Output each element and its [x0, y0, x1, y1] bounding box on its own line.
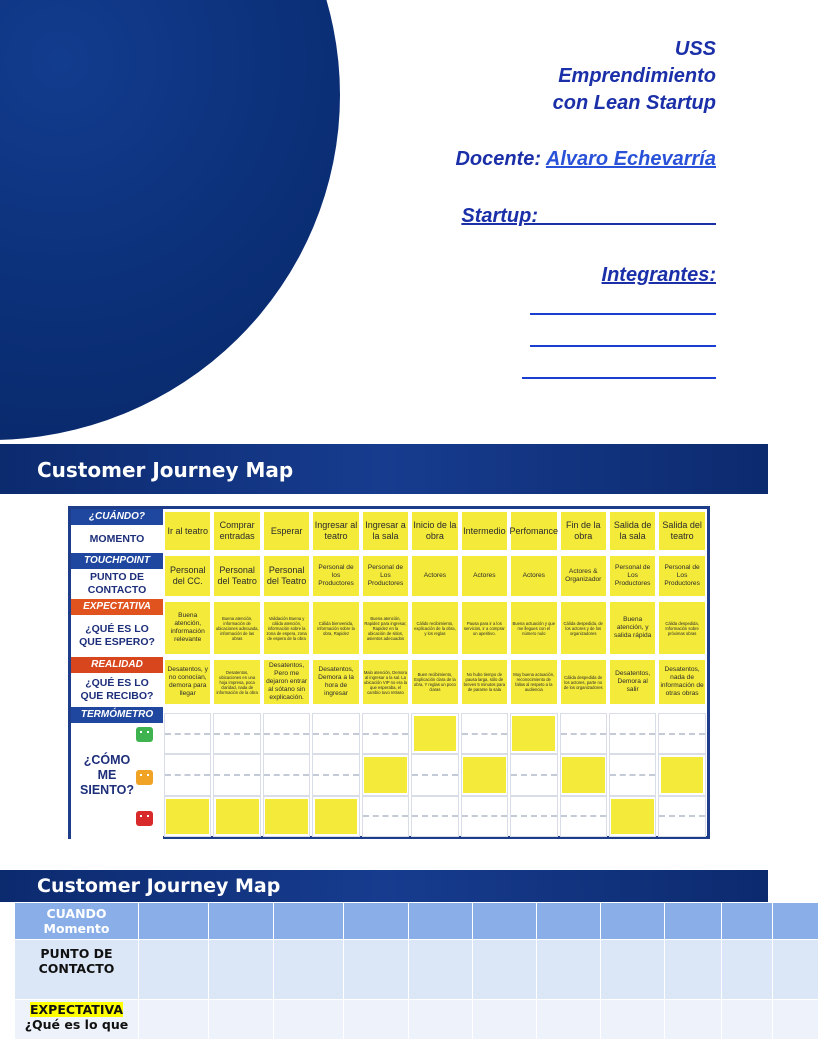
feeling-sticky-note: [414, 716, 457, 751]
thermometer-column: [361, 707, 410, 839]
dashed-guide-line: [561, 733, 606, 735]
sticky-note: Desatentos, nada de información de otras obras: [659, 660, 704, 704]
member-blank-line: [530, 313, 716, 315]
thermometer-cell: [560, 754, 607, 795]
table-cell[interactable]: [537, 940, 601, 1000]
sad-face-icon: [136, 811, 153, 826]
row-label-punto-contacto: PUNTO DE CONTACTO: [15, 940, 139, 1000]
board-cell: [657, 509, 706, 553]
slide-title: Customer Journey Map: [37, 458, 294, 482]
dashed-guide-line: [561, 815, 606, 817]
row-subtitle: MOMENTO: [89, 532, 145, 545]
board-cell: [311, 509, 360, 553]
slide-title: Customer Journey Map: [37, 875, 281, 897]
table-cell[interactable]: [139, 940, 209, 1000]
dashed-guide-line: [363, 815, 408, 817]
thermometer-cell: [362, 754, 409, 795]
thermometer-column: [460, 707, 509, 839]
sticky-note: Pausa para ir a los servicios, ir a comprar un aperitivo.: [462, 602, 507, 654]
row-label-cuando: CUANDO Momento: [15, 903, 139, 940]
dashed-guide-line: [165, 774, 210, 776]
course-line-2: Emprendimiento: [558, 65, 716, 87]
sticky-note: Validación Buena y cálida atención, información sobre la zona de espera, zona de espera de la obra: [264, 602, 309, 654]
dashed-guide-line: [264, 774, 309, 776]
smiley-face-icon: [136, 727, 153, 742]
row-tag: TERMÓMETRO: [71, 707, 163, 723]
sticky-note: Cálida bienvenida, información sobre la obra, Rapidez: [313, 602, 358, 654]
table-cell[interactable]: [274, 903, 344, 940]
board-cell: [311, 599, 360, 657]
dashed-guide-line: [610, 774, 655, 776]
table-cell[interactable]: [344, 940, 409, 1000]
table-cell[interactable]: [773, 940, 819, 1000]
thermometer-cell: [411, 796, 458, 837]
board-cell: [509, 509, 558, 553]
docente-label: Docente:: [455, 148, 542, 170]
sticky-note: No hubo tiempo de pausa larga, sólo de breves 5 minutos para de pararse la sala: [462, 660, 507, 704]
sticky-note: Comprar entradas: [214, 512, 259, 550]
table-cell[interactable]: [274, 1000, 344, 1040]
feeling-sticky-note: [216, 799, 259, 834]
sticky-note: Personal de Los Productores: [610, 556, 655, 596]
table-cell[interactable]: [209, 1000, 274, 1040]
thermometer-cell: [510, 796, 557, 837]
table-cell[interactable]: [722, 903, 773, 940]
thermometer-cell: [263, 796, 310, 837]
thermometer-cell: [609, 713, 656, 754]
dashed-guide-line: [659, 733, 704, 735]
feeling-sticky-note: [661, 757, 704, 792]
sticky-note: Personal de los Productores: [313, 556, 358, 596]
board-cell: [608, 599, 657, 657]
thermometer-column: [163, 707, 212, 839]
sticky-note: Fin de la obra: [561, 512, 606, 550]
row-label-expectativa: [15, 1000, 139, 1040]
table-cell[interactable]: [409, 1000, 473, 1040]
sticky-note: Buena atención, información de ubicaciones adecuada, información de las obras: [214, 602, 259, 654]
thermometer-cell: [263, 754, 310, 795]
thermometer-cell: [510, 754, 557, 795]
sticky-note: Malo atención, Demora al ingresar a la sal. La ubicación VIP no era la que esperaba, el cambio tuvo retraso: [363, 660, 408, 704]
table-cell[interactable]: [601, 903, 665, 940]
slide-title-banner: [0, 870, 768, 902]
thermometer-cell: [213, 754, 260, 795]
row-subtitle: PUNTO DE CONTACTO: [87, 571, 147, 596]
table-cell[interactable]: [537, 1000, 601, 1040]
board-cell: [212, 599, 261, 657]
sticky-note: Buena atención, Rapidez para ingresar, Rapidez en la ubicación de sitios, asientos adecuados: [363, 602, 408, 654]
thermometer-cell: [510, 713, 557, 754]
table-cell[interactable]: [473, 903, 537, 940]
table-cell[interactable]: [344, 1000, 409, 1040]
board-cell: [410, 599, 459, 657]
board-cell: [361, 509, 410, 553]
board-cell: [509, 553, 558, 599]
board-cell: [163, 509, 212, 553]
docente-line: [455, 146, 716, 173]
sticky-note: Buena atención, información relevante: [165, 602, 210, 654]
board-cell: [361, 657, 410, 707]
thermometer-cell: [461, 713, 508, 754]
sticky-note: Perfomance: [511, 512, 556, 550]
expectativa-sub: ¿Qué es lo que: [24, 1017, 129, 1032]
journey-template-slide: [0, 870, 768, 1032]
table-cell[interactable]: [209, 940, 274, 1000]
feeling-sticky-note: [166, 799, 209, 834]
table-row: [15, 903, 819, 940]
table-cell[interactable]: [139, 1000, 209, 1040]
table-cell[interactable]: [722, 940, 773, 1000]
feeling-sticky-note: [512, 716, 555, 751]
member-blank-line: [530, 345, 716, 347]
thermometer-cell: [609, 796, 656, 837]
slide-title-banner: [0, 444, 768, 494]
row-label-realidad: [71, 657, 163, 707]
sticky-note: Buen recibimiento, Explicación clara de la obra, Y reglas un poco claras: [412, 660, 457, 704]
thermometer-cell: [312, 713, 359, 754]
thermometer-column: [212, 707, 261, 839]
board-cell: [608, 657, 657, 707]
sticky-note: Personal del Teatro: [214, 556, 259, 596]
thermometer-cell: [609, 754, 656, 795]
table-row: [15, 940, 819, 1000]
board-cell: [212, 509, 261, 553]
feeling-sticky-note: [364, 757, 407, 792]
board-cell: [559, 509, 608, 553]
table-cell[interactable]: [537, 903, 601, 940]
board-cell: [460, 509, 509, 553]
thermometer-cell: [213, 796, 260, 837]
table-cell[interactable]: [139, 903, 209, 940]
sticky-note: Desatentos, y no conocían, demora para llegar: [165, 660, 210, 704]
sticky-note: Ir al teatro: [165, 512, 210, 550]
course-line-1: USS: [674, 38, 716, 60]
sticky-note: Cálida despedida, de los actores y de los organizadores: [561, 602, 606, 654]
thermometer-cell: [362, 713, 409, 754]
title-slide: [0, 0, 768, 432]
integrantes-label: Integrantes:: [601, 264, 716, 286]
course-title: [553, 36, 716, 117]
sticky-note: Desatentos, ubicaciones en una hoja impresa, poca claridad, nada de información de la obra: [214, 660, 259, 704]
table-cell[interactable]: [409, 903, 473, 940]
dashed-guide-line: [659, 815, 704, 817]
sticky-note: Actores & Organizador: [561, 556, 606, 596]
expectativa-highlight: EXPECTATIVA: [30, 1002, 123, 1017]
board-cell: [212, 553, 261, 599]
sticky-note: Actores: [412, 556, 457, 596]
board-cell: [311, 657, 360, 707]
sticky-note: Personal de Los Productores: [659, 556, 704, 596]
journey-grid: [71, 509, 707, 839]
dashed-guide-line: [165, 733, 210, 735]
board-cell: [262, 599, 311, 657]
thermometer-cell: [164, 754, 211, 795]
row-tag: REALIDAD: [71, 657, 163, 673]
board-cell: [212, 657, 261, 707]
board-cell: [657, 599, 706, 657]
board-cell: [608, 509, 657, 553]
thermometer-column: [311, 707, 360, 839]
board-cell: [460, 553, 509, 599]
thermometer-cell: [312, 754, 359, 795]
sticky-note: Personal de Los Productores: [363, 556, 408, 596]
sticky-note: Personal del CC.: [165, 556, 210, 596]
thermometer-cell: [263, 713, 310, 754]
blue-circle-decoration: [0, 0, 340, 440]
neutral-face-icon: [136, 770, 153, 785]
board-cell: [361, 599, 410, 657]
board-cell: [163, 599, 212, 657]
table-cell[interactable]: [722, 1000, 773, 1040]
thermometer-column: [657, 707, 706, 839]
sticky-note: Esperar: [264, 512, 309, 550]
board-cell: [509, 657, 558, 707]
board-cell: [361, 553, 410, 599]
feeling-sticky-note: [463, 757, 506, 792]
thermometer-cell: [411, 713, 458, 754]
board-cell: [410, 509, 459, 553]
startup-label: Startup:________________: [461, 205, 716, 227]
sticky-note: Inicio de la obra: [412, 512, 457, 550]
thermometer-column: [410, 707, 459, 839]
journey-map-board: [68, 506, 710, 839]
table-cell[interactable]: [773, 903, 819, 940]
row-label-expectativa: [71, 599, 163, 657]
row-tag: TOUCHPOINT: [71, 553, 163, 569]
table-cell[interactable]: [274, 940, 344, 1000]
sticky-note: Cálido recibimiento, explicación de la obra, y los reglas: [412, 602, 457, 654]
sticky-note: Desatentos, Demora al salir: [610, 660, 655, 704]
table-cell[interactable]: [344, 903, 409, 940]
board-cell: [262, 553, 311, 599]
dashed-guide-line: [214, 774, 259, 776]
thermometer-cell: [461, 754, 508, 795]
feeling-sticky-note: [562, 757, 605, 792]
board-cell: [410, 553, 459, 599]
sticky-note: Personal del Teatro: [264, 556, 309, 596]
row-label-termometro: [71, 707, 163, 839]
dashed-guide-line: [313, 774, 358, 776]
table-cell[interactable]: [665, 903, 722, 940]
thermometer-column: [559, 707, 608, 839]
board-cell: [460, 599, 509, 657]
table-cell[interactable]: [409, 940, 473, 1000]
sticky-note: Actores: [462, 556, 507, 596]
thermometer-cell: [658, 796, 705, 837]
board-cell: [509, 599, 558, 657]
row-label-cuando: [71, 509, 163, 553]
feeling-sticky-note: [315, 799, 358, 834]
thermometer-cell: [164, 713, 211, 754]
board-cell: [559, 553, 608, 599]
course-line-3: con Lean Startup: [552, 92, 716, 114]
thermometer-cell: [362, 796, 409, 837]
thermometer-column: [509, 707, 558, 839]
board-cell: [460, 657, 509, 707]
thermometer-cell: [213, 713, 260, 754]
dashed-guide-line: [214, 733, 259, 735]
feeling-sticky-note: [265, 799, 308, 834]
sticky-note: Ingresar a la sala: [363, 512, 408, 550]
dashed-guide-line: [462, 815, 507, 817]
thermometer-cell: [658, 754, 705, 795]
sticky-note: Muy buena actuación, reconocimiento de fallas al respeto a la audiencia: [511, 660, 556, 704]
sticky-note: Salida de la sala: [610, 512, 655, 550]
sticky-note: Desatentos, Pero me dejaron entrar al sótano sin explicación.: [264, 660, 309, 704]
dashed-guide-line: [610, 733, 655, 735]
thermometer-column: [262, 707, 311, 839]
journey-template-table: [14, 902, 819, 1040]
row-subtitle: ¿QUÉ ES LO QUE ESPERO?: [79, 623, 155, 648]
sticky-note: Cálida despedida, Información sobre próximas obras: [659, 602, 704, 654]
sticky-note: Buena atención, y salida rápida: [610, 602, 655, 654]
journey-map-slide: [0, 444, 768, 846]
dashed-guide-line: [511, 815, 556, 817]
dashed-guide-line: [511, 774, 556, 776]
sticky-note: Ingresar al teatro: [313, 512, 358, 550]
dashed-guide-line: [363, 733, 408, 735]
board-cell: [410, 657, 459, 707]
thermometer-cell: [164, 796, 211, 837]
sticky-note: Desatentos, Demora a la hora de ingresar: [313, 660, 358, 704]
como-me-siento-label: ¿CÓMO ME SIENTO?: [80, 753, 134, 797]
table-cell[interactable]: [601, 1000, 665, 1040]
docente-name-link[interactable]: Alvaro Echevarría: [545, 148, 716, 170]
row-label-touchpoint: [71, 553, 163, 599]
board-cell: [657, 553, 706, 599]
table-cell[interactable]: [665, 1000, 722, 1040]
table-cell[interactable]: [601, 940, 665, 1000]
member-blank-line: [522, 377, 716, 379]
table-cell[interactable]: [473, 940, 537, 1000]
thermometer-cell: [411, 754, 458, 795]
thermometer-cell: [560, 796, 607, 837]
dashed-guide-line: [462, 733, 507, 735]
board-cell: [608, 553, 657, 599]
thermometer-cell: [312, 796, 359, 837]
board-cell: [262, 657, 311, 707]
thermometer-cell: [461, 796, 508, 837]
table-row: [15, 1000, 819, 1040]
board-cell: [311, 553, 360, 599]
sticky-note: Buena actuación y que me llegues con el número nulo: [511, 602, 556, 654]
board-cell: [163, 657, 212, 707]
table-cell[interactable]: [773, 1000, 819, 1040]
board-cell: [163, 553, 212, 599]
table-cell[interactable]: [209, 903, 274, 940]
thermometer-cell: [658, 713, 705, 754]
sticky-note: Salida del teatro: [659, 512, 704, 550]
dashed-guide-line: [264, 733, 309, 735]
sticky-note: Intermedio: [462, 512, 507, 550]
row-tag: EXPECTATIVA: [71, 599, 163, 615]
board-cell: [559, 599, 608, 657]
dashed-guide-line: [412, 815, 457, 817]
board-cell: [559, 657, 608, 707]
feeling-sticky-note: [611, 799, 654, 834]
sticky-note: Actores: [511, 556, 556, 596]
row-tag: ¿CUÁNDO?: [71, 509, 163, 525]
thermometer-column: [608, 707, 657, 839]
board-cell: [657, 657, 706, 707]
table-cell[interactable]: [665, 940, 722, 1000]
sticky-note: Cálida despedida de los actores, parte no de los organizadores: [561, 660, 606, 704]
table-cell[interactable]: [473, 1000, 537, 1040]
thermometer-cell: [560, 713, 607, 754]
dashed-guide-line: [313, 733, 358, 735]
dashed-guide-line: [412, 774, 457, 776]
board-cell: [262, 509, 311, 553]
row-subtitle: ¿QUÉ ES LO QUE RECIBO?: [80, 677, 154, 702]
